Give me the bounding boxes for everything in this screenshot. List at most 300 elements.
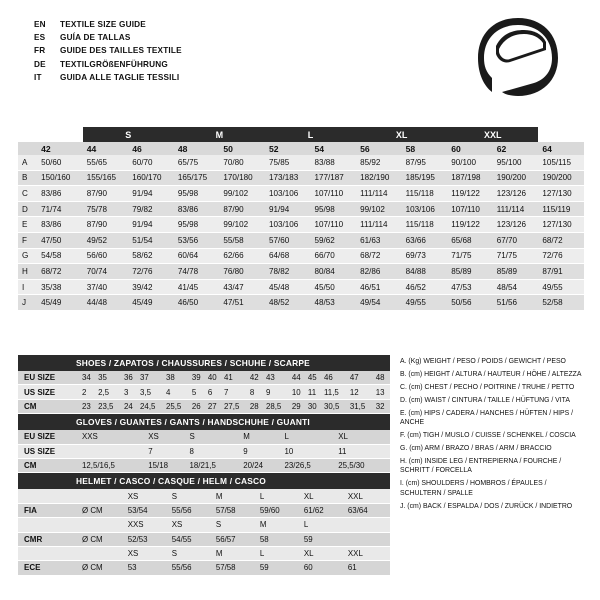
cell: 68/72 (356, 248, 402, 264)
cell: 59/60 (258, 503, 302, 517)
cell: XS (146, 430, 187, 444)
cell: 155/165 (83, 170, 129, 186)
cell: 91/94 (265, 201, 311, 217)
cell: 55/65 (83, 155, 129, 170)
row-label: ECE (18, 561, 80, 575)
language-code: ES (34, 33, 46, 43)
table-row (18, 371, 390, 385)
cell: 111/114 (356, 217, 402, 233)
cell (346, 532, 390, 546)
cell: 53/54 (126, 503, 170, 517)
language-list (34, 18, 182, 84)
cell: 87/91 (538, 264, 584, 280)
legend-item: F. (cm) TIGH / MUSLO / CUISSE / SCHENKEL / COSCIA (400, 432, 576, 440)
cell: 52/58 (538, 295, 584, 311)
cell: 28 (248, 399, 264, 413)
language-row (34, 58, 182, 71)
cell: 20/24 (241, 458, 282, 472)
legend-item: D. (cm) WAIST / CINTURA / TAILLE / HÜFTUNG / VITA (400, 396, 570, 404)
row-label: B (18, 170, 37, 186)
cell: 127/130 (538, 217, 584, 233)
cell: S (214, 518, 258, 532)
cell: 84/88 (402, 264, 448, 280)
numeric-size: 48 (174, 142, 220, 155)
cell (80, 546, 126, 560)
cell: 53/56 (174, 232, 220, 248)
size-group-empty (538, 127, 584, 142)
cell: 60 (302, 561, 346, 575)
size-group-xxl: XXL (447, 127, 538, 142)
cell: 111/114 (356, 186, 402, 202)
cell: S (170, 489, 214, 503)
cell: 76/80 (219, 264, 265, 280)
cell: 55/56 (170, 503, 214, 517)
cell: 71/74 (37, 201, 83, 217)
cell: M (214, 546, 258, 560)
cell: 65/75 (174, 155, 220, 170)
cell: 43 (264, 371, 290, 385)
numeric-size: 64 (538, 142, 584, 155)
cell: 46/50 (174, 295, 220, 311)
table-row (18, 532, 390, 546)
cell: 36 (122, 371, 138, 385)
cell: 74/78 (174, 264, 220, 280)
cell: XXS (80, 430, 146, 444)
size-group-m: M (174, 127, 265, 142)
cell: 87/95 (402, 155, 448, 170)
legend-item: H. (cm) INSIDE LEG / ENTREPIERNA / FOURCHE / SCHRITT / FORCELLA (400, 457, 562, 475)
helmet-table (18, 489, 390, 575)
cell: 46/51 (356, 279, 402, 295)
cell: 45/48 (265, 279, 311, 295)
cell: 107/110 (311, 217, 357, 233)
cell: 115/118 (402, 217, 448, 233)
cell: 61/62 (302, 503, 346, 517)
cell: 75/78 (83, 201, 129, 217)
table-row (18, 264, 584, 280)
cell: 103/106 (265, 217, 311, 233)
cell: 47/50 (37, 232, 83, 248)
table-row (18, 489, 390, 503)
legend-item: I. (cm) SHOULDERS / HOMBROS / ÉPAULES / SCHULTERN / SPALLE (400, 480, 547, 497)
cell: 50/56 (447, 295, 493, 311)
cell: 67/70 (493, 232, 539, 248)
cell (80, 489, 126, 503)
table-row (18, 430, 390, 444)
cell: 48/53 (311, 295, 357, 311)
cell: M (258, 518, 302, 532)
row-label: CM (18, 458, 80, 472)
row-label: F (18, 232, 37, 248)
cell: 30 (306, 399, 322, 413)
cell: 63/66 (402, 232, 448, 248)
language-title: GUIDA ALLE TAGLIE TESSILI (60, 72, 180, 82)
row-label: J (18, 295, 37, 311)
row-label: D (18, 201, 37, 217)
cell: 187/198 (447, 170, 493, 186)
shoes-table (18, 371, 390, 414)
cell: 165/175 (174, 170, 220, 186)
cell: 47/53 (447, 279, 493, 295)
row-label: CM (18, 399, 80, 413)
cell: 87/90 (83, 186, 129, 202)
cell: 11 (336, 444, 390, 458)
cell: 80/84 (311, 264, 357, 280)
table-row (18, 458, 390, 472)
cell: 99/102 (219, 186, 265, 202)
cell: 107/110 (311, 186, 357, 202)
numeric-size: 62 (493, 142, 539, 155)
row-label: I (18, 279, 37, 295)
cell: 150/160 (37, 170, 83, 186)
cell: 65/68 (447, 232, 493, 248)
language-row (34, 71, 182, 84)
cell: 41/45 (174, 279, 220, 295)
cell: 71/75 (493, 248, 539, 264)
cell: 2 (80, 385, 96, 399)
cell: 127/130 (538, 186, 584, 202)
cell: 41 (222, 371, 248, 385)
cell: 185/195 (402, 170, 448, 186)
cell: 95/98 (311, 201, 357, 217)
row-label (18, 546, 80, 560)
cell: 4 (164, 385, 190, 399)
cell: 99/102 (356, 201, 402, 217)
cell: L (302, 518, 346, 532)
cell: 43/47 (219, 279, 265, 295)
row-label: EU SIZE (18, 430, 80, 444)
cell: 24,5 (138, 399, 164, 413)
row-label (18, 518, 80, 532)
size-group-header-row (18, 127, 584, 142)
cell: XXL (346, 489, 390, 503)
language-code: DE (34, 59, 46, 69)
legend-item: C. (cm) CHEST / PECHO / POITRINE / TRUHE / PETTO (400, 383, 575, 391)
cell: 57/60 (265, 232, 311, 248)
legend-item: A. (Kg) WEIGHT / PESO / POIDS / GEWICHT / PESO (400, 358, 566, 365)
cell: M (241, 430, 282, 444)
cell: 23 (80, 399, 96, 413)
cell: 56/57 (214, 532, 258, 546)
cell: Ø CM (80, 561, 126, 575)
cell: 48/52 (265, 295, 311, 311)
cell: 51/54 (128, 232, 174, 248)
cell: XS (170, 518, 214, 532)
cell: 9 (264, 385, 290, 399)
cell: 63/64 (346, 503, 390, 517)
cell: 54/58 (37, 248, 83, 264)
cell (80, 518, 126, 532)
cell: 60/64 (174, 248, 220, 264)
cell: 8 (248, 385, 264, 399)
cell: 46 (322, 371, 348, 385)
table-row (18, 546, 390, 560)
table-row (18, 248, 584, 264)
cell: 37/40 (83, 279, 129, 295)
cell: 107/110 (447, 201, 493, 217)
cell: 119/122 (447, 186, 493, 202)
cell: 3 (122, 385, 138, 399)
cell: XL (336, 430, 390, 444)
cell: 62/66 (219, 248, 265, 264)
shoes-block-title: SHOES / ZAPATOS / CHAUSSURES / SCHUHE / SCARPE (18, 355, 390, 371)
cell: 75/85 (265, 155, 311, 170)
cell: 35/38 (37, 279, 83, 295)
row-label: EU SIZE (18, 371, 80, 385)
cell: 46/52 (402, 279, 448, 295)
cell: 83/88 (311, 155, 357, 170)
row-label: G (18, 248, 37, 264)
numeric-size: 58 (402, 142, 448, 155)
numeric-size: 42 (37, 142, 83, 155)
language-row (34, 31, 182, 44)
cell: 55/56 (170, 561, 214, 575)
cell: 23/26,5 (282, 458, 336, 472)
cell: 26 (190, 399, 206, 413)
table-row (18, 155, 584, 170)
cell: 48 (374, 371, 390, 385)
cell: 177/187 (311, 170, 357, 186)
row-label: E (18, 217, 37, 233)
table-row (18, 503, 390, 517)
size-group-xl: XL (356, 127, 447, 142)
cell: 39 (190, 371, 206, 385)
cell: 15/18 (146, 458, 187, 472)
cell: 95/100 (493, 155, 539, 170)
cell: 105/115 (538, 155, 584, 170)
table-row (18, 518, 390, 532)
cell: 50/60 (37, 155, 83, 170)
cell: 34 (80, 371, 96, 385)
cell: 30,5 (322, 399, 348, 413)
cell: 190/200 (538, 170, 584, 186)
cell: 87/90 (219, 201, 265, 217)
cell: M (214, 489, 258, 503)
measurements-body (18, 155, 584, 310)
cell: 61/63 (356, 232, 402, 248)
cell: 72/76 (538, 248, 584, 264)
cell: 31,5 (348, 399, 374, 413)
cell: 49/55 (402, 295, 448, 311)
language-code: IT (34, 72, 42, 82)
cell: 28,5 (264, 399, 290, 413)
row-label: H (18, 264, 37, 280)
language-row (34, 44, 182, 57)
cell: 87/90 (83, 217, 129, 233)
row-label: US SIZE (18, 444, 80, 458)
cell: 51/56 (493, 295, 539, 311)
accessory-size-blocks (18, 355, 390, 576)
cell: 83/86 (37, 217, 83, 233)
cell: 95/98 (174, 186, 220, 202)
cell: 115/119 (538, 201, 584, 217)
cell: 49/55 (538, 279, 584, 295)
cell: 13 (374, 385, 390, 399)
cell: 47 (348, 371, 374, 385)
cell (346, 518, 390, 532)
cell: 6 (206, 385, 222, 399)
cell: 55/58 (219, 232, 265, 248)
cell: 52/53 (126, 532, 170, 546)
size-group-empty (37, 127, 83, 142)
numeric-size: 50 (219, 142, 265, 155)
table-row (18, 385, 390, 399)
cell: 38 (164, 371, 190, 385)
table-row (18, 217, 584, 233)
cell: 12 (348, 385, 374, 399)
cell: 35 (96, 371, 122, 385)
cell: 7 (146, 444, 187, 458)
cell: 58 (258, 532, 302, 546)
table-row (18, 170, 584, 186)
cell: 5 (190, 385, 206, 399)
table-row (18, 295, 584, 311)
cell: 8 (188, 444, 242, 458)
row-label: US SIZE (18, 385, 80, 399)
cell: Ø CM (80, 503, 126, 517)
cell: 170/180 (219, 170, 265, 186)
cell: 103/106 (265, 186, 311, 202)
cell: XS (126, 489, 170, 503)
cell: 57/58 (214, 561, 258, 575)
cell: 37 (138, 371, 164, 385)
cell: 66/70 (311, 248, 357, 264)
table-row (18, 201, 584, 217)
table-row (18, 186, 584, 202)
cell: 82/86 (356, 264, 402, 280)
table-row (18, 561, 390, 575)
cell: 68/72 (538, 232, 584, 248)
helmet-icon (472, 16, 564, 98)
table-row (18, 232, 584, 248)
row-label: FIA (18, 503, 80, 517)
cell: 12,5/16,5 (80, 458, 146, 472)
cell: XL (302, 489, 346, 503)
language-title: GUÍA DE TALLAS (60, 33, 131, 43)
cell: 70/80 (219, 155, 265, 170)
cell: 91/94 (128, 186, 174, 202)
language-code: FR (34, 46, 46, 56)
language-code: EN (34, 20, 46, 29)
cell: 56/60 (83, 248, 129, 264)
cell: 44/48 (83, 295, 129, 311)
cell: 2,5 (96, 385, 122, 399)
numeric-size: 56 (356, 142, 402, 155)
cell: 32 (374, 399, 390, 413)
cell: XL (302, 546, 346, 560)
cell: L (282, 430, 336, 444)
cell: 79/82 (128, 201, 174, 217)
measurement-legend (400, 357, 590, 515)
cell: XXL (346, 546, 390, 560)
cell: 48/54 (493, 279, 539, 295)
cell: 18/21,5 (188, 458, 242, 472)
numeric-size: 52 (265, 142, 311, 155)
cell: 10 (282, 444, 336, 458)
table-row (18, 279, 584, 295)
table-row (18, 444, 390, 458)
corner-cell (18, 127, 37, 142)
cell: 160/170 (128, 170, 174, 186)
cell: 85/92 (356, 155, 402, 170)
cell: L (258, 546, 302, 560)
cell: 44 (290, 371, 306, 385)
cell: 53 (126, 561, 170, 575)
cell: L (258, 489, 302, 503)
cell: 182/190 (356, 170, 402, 186)
cell: 58/62 (128, 248, 174, 264)
cell: 111/114 (493, 201, 539, 217)
gloves-block-title: GLOVES / GUANTES / GANTS / HANDSCHUHE / GUANTI (18, 414, 390, 430)
legend-item: G. (cm) ARM / BRAZO / BRAS / ARM / BRACCIO (400, 444, 552, 452)
cell: S (170, 546, 214, 560)
language-title: TEXTILGRÖßENFÜHRUNG (60, 59, 168, 69)
numeric-size: 44 (83, 142, 129, 155)
cell: 95/98 (174, 217, 220, 233)
legend-item: B. (cm) HEIGHT / ALTURA / HAUTEUR / HÖHE / ALTEZZA (400, 370, 582, 378)
size-group-l: L (265, 127, 356, 142)
language-title: GUIDE DES TAILLES TEXTILE (60, 46, 182, 56)
cell: 45 (306, 371, 322, 385)
gloves-table (18, 430, 390, 473)
cell: Ø CM (80, 532, 126, 546)
size-group-s: S (83, 127, 174, 142)
cell: 45/49 (37, 295, 83, 311)
row-label: CMR (18, 532, 80, 546)
cell: 59 (302, 532, 346, 546)
cell: 90/100 (447, 155, 493, 170)
cell: 123/126 (493, 186, 539, 202)
cell: 123/126 (493, 217, 539, 233)
cell: 57/58 (214, 503, 258, 517)
cell: 11,5 (322, 385, 348, 399)
cell: 119/122 (447, 217, 493, 233)
cell: 9 (241, 444, 282, 458)
cell: 29 (290, 399, 306, 413)
cell: 7 (222, 385, 248, 399)
cell: 59 (258, 561, 302, 575)
cell: 59/62 (311, 232, 357, 248)
numeric-size: 60 (447, 142, 493, 155)
numeric-size-row (18, 142, 584, 155)
numeric-size: 54 (311, 142, 357, 155)
legend-item: E. (cm) HIPS / CADERA / HANCHES / HÜFTEN / HIPS / ANCHE (400, 409, 574, 427)
size-row-corner (18, 142, 37, 155)
cell: 91/94 (128, 217, 174, 233)
cell: 25,5/30 (336, 458, 390, 472)
cell: 83/86 (37, 186, 83, 202)
table-row (18, 399, 390, 413)
cell: 39/42 (128, 279, 174, 295)
cell: 27 (206, 399, 222, 413)
cell: 70/74 (83, 264, 129, 280)
cell: 71/75 (447, 248, 493, 264)
cell: 99/102 (219, 217, 265, 233)
cell: XS (126, 546, 170, 560)
cell: 11 (306, 385, 322, 399)
cell: 61 (346, 561, 390, 575)
row-label (18, 489, 80, 503)
legend-item: J. (cm) BACK / ESPALDA / DOS / ZURÜCK / INDIETRO (400, 502, 573, 510)
cell: 45/50 (311, 279, 357, 295)
cell: 72/76 (128, 264, 174, 280)
row-label: A (18, 155, 37, 170)
cell: 69/73 (402, 248, 448, 264)
cell: 49/54 (356, 295, 402, 311)
cell: 10 (290, 385, 306, 399)
cell: 54/55 (170, 532, 214, 546)
language-row (34, 18, 182, 31)
